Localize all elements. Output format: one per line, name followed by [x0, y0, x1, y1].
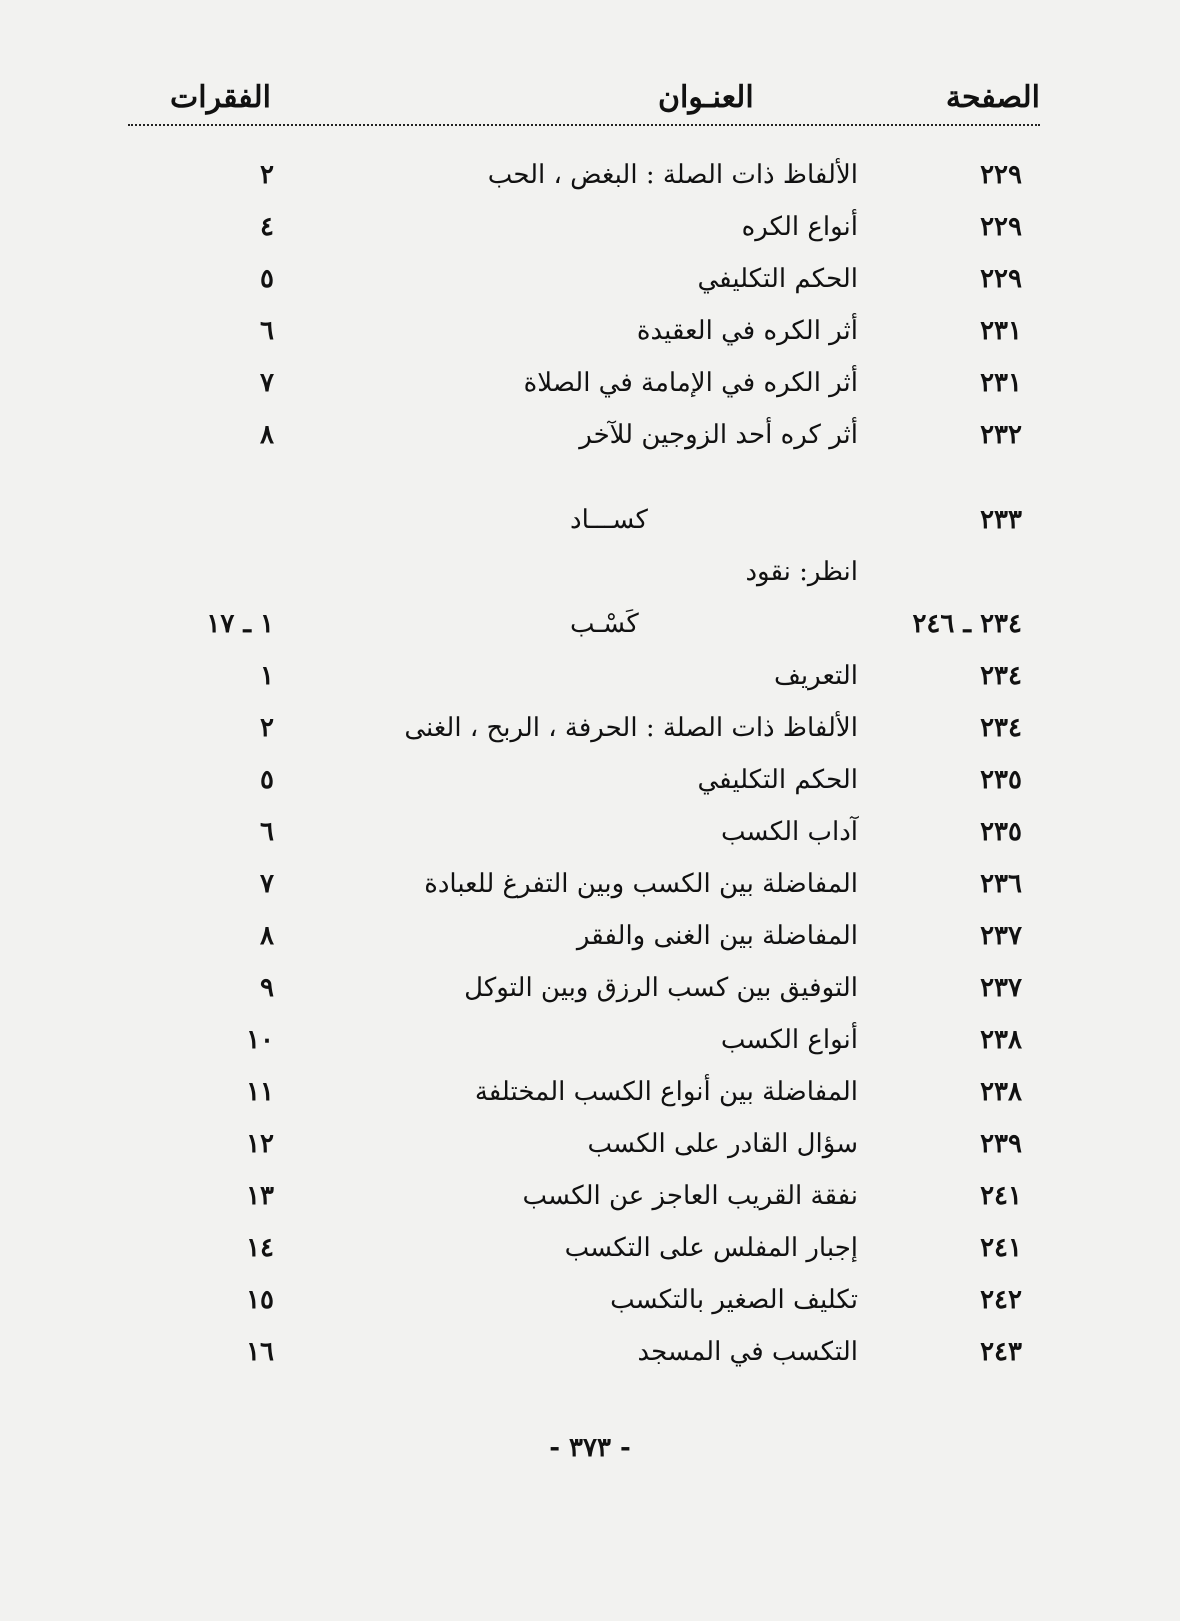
table-row	[0, 973, 1180, 1025]
entry-paragraphs: ٧	[260, 869, 274, 899]
entry-paragraphs: ٦	[260, 316, 274, 346]
entry-heading: كســـاد	[570, 505, 648, 535]
entry-title: أثر كره أحد الزوجين للآخر	[579, 420, 858, 450]
entry-page: ٢٣٤	[980, 713, 1022, 743]
paragraphs-column-header: الفقرات	[170, 80, 271, 115]
entry-page: ٢٣٢	[980, 420, 1022, 450]
table-row	[0, 921, 1180, 973]
entry-title: المفاضلة بين الغنى والفقر	[576, 921, 858, 951]
entry-page: ٢٣١	[980, 316, 1022, 346]
entry-paragraphs: ٥	[260, 264, 274, 294]
entry-heading: كَسْـب	[570, 609, 639, 639]
entry-title: أثر الكره في الإمامة في الصلاة	[523, 368, 858, 398]
entry-title: الألفاظ ذات الصلة : البغض ، الحب	[487, 160, 858, 190]
entry-title: التكسب في المسجد	[637, 1337, 858, 1367]
entry-title: الألفاظ ذات الصلة : الحرفة ، الربح ، الغنى	[404, 713, 858, 743]
table-row	[0, 1285, 1180, 1337]
entry-paragraphs: ١٥	[246, 1285, 274, 1315]
entry-title: التوفيق بين كسب الرزق وبين التوكل	[464, 973, 858, 1003]
entry-paragraphs: ٢	[260, 713, 274, 743]
entry-paragraphs: ٥	[260, 765, 274, 795]
entry-paragraphs: ١٣	[246, 1181, 274, 1211]
entry-title: إجبار المفلس على التكسب	[564, 1233, 858, 1263]
table-row	[0, 1181, 1180, 1233]
entry-page: ٢٣٤	[980, 661, 1022, 691]
table-row	[0, 316, 1180, 368]
entry-title: أنواع الكره	[741, 212, 858, 242]
entry-paragraphs: ١٦	[246, 1337, 274, 1367]
entry-page: ٢٣٨	[980, 1025, 1022, 1055]
entry-page: ٢٣١	[980, 368, 1022, 398]
table-header	[128, 80, 1040, 126]
table-row	[0, 869, 1180, 921]
entry-page: ٢٣٩	[980, 1129, 1022, 1159]
entry-paragraphs: ٢	[260, 160, 274, 190]
page-column-header: الصفحة	[945, 80, 1040, 115]
table-row	[0, 264, 1180, 316]
entry-page: ٢٣٤ ـ ٢٤٦	[912, 609, 1022, 639]
table-row	[0, 765, 1180, 817]
entry-page: ٢٢٩	[980, 212, 1022, 242]
table-row	[0, 609, 1180, 661]
table-row	[0, 1077, 1180, 1129]
table-row	[0, 212, 1180, 264]
entry-title: أثر الكره في العقيدة	[636, 316, 858, 346]
entry-paragraphs: ٧	[260, 368, 274, 398]
table-row	[0, 817, 1180, 869]
entry-title: انظر: نقود	[745, 557, 858, 587]
entry-paragraphs: ١٤	[246, 1233, 274, 1263]
table-row	[0, 505, 1180, 557]
entry-title: المفاضلة بين أنواع الكسب المختلفة	[474, 1077, 858, 1107]
entry-paragraphs: ١ ـ ١٧	[206, 609, 274, 639]
entry-paragraphs: ٨	[260, 921, 274, 951]
table-row	[0, 1233, 1180, 1285]
table-row	[0, 1337, 1180, 1389]
entry-paragraphs: ٤	[260, 212, 274, 242]
entry-paragraphs: ١٢	[246, 1129, 274, 1159]
table-row	[0, 368, 1180, 420]
entry-title: الحكم التكليفي	[697, 765, 858, 795]
entry-page: ٢٣٨	[980, 1077, 1022, 1107]
entry-title: أنواع الكسب	[720, 1025, 858, 1055]
entry-page: ٢٣٥	[980, 817, 1022, 847]
entry-page: ٢٤١	[980, 1233, 1022, 1263]
table-row	[0, 1129, 1180, 1181]
entry-paragraphs: ١١	[246, 1077, 274, 1107]
entry-title: نفقة القريب العاجز عن الكسب	[522, 1181, 858, 1211]
entry-page: ٢٣٧	[980, 921, 1022, 951]
entry-page: ٢٣٦	[980, 869, 1022, 899]
entry-paragraphs: ٩	[260, 973, 274, 1003]
table-row	[0, 713, 1180, 765]
entry-paragraphs: ٨	[260, 420, 274, 450]
entry-paragraphs: ١٠	[246, 1025, 274, 1055]
entry-title: تكليف الصغير بالتكسب	[610, 1285, 858, 1315]
page-number: - ٣٧٣ -	[549, 1433, 631, 1463]
entry-page: ٢٤٣	[980, 1337, 1022, 1367]
entry-paragraphs: ٦	[260, 817, 274, 847]
table-row	[0, 557, 1180, 609]
entry-page: ٢٣٧	[980, 973, 1022, 1003]
entry-page: ٢٣٥	[980, 765, 1022, 795]
entry-title: سؤال القادر على الكسب	[587, 1129, 858, 1159]
entry-page: ٢٢٩	[980, 160, 1022, 190]
table-row	[0, 420, 1180, 472]
entry-page: ٢٤٢	[980, 1285, 1022, 1315]
title-column-header: العنـوان	[658, 80, 754, 115]
table-row	[0, 160, 1180, 212]
entry-paragraphs: ١	[260, 661, 274, 691]
entry-page: ٢٣٣	[980, 505, 1022, 535]
entry-title: المفاضلة بين الكسب وبين التفرغ للعبادة	[424, 869, 858, 899]
entry-page: ٢٢٩	[980, 264, 1022, 294]
entry-title: التعريف	[773, 661, 858, 691]
entry-page: ٢٤١	[980, 1181, 1022, 1211]
table-row	[0, 1025, 1180, 1077]
entry-title: الحكم التكليفي	[697, 264, 858, 294]
table-row	[0, 661, 1180, 713]
entry-title: آداب الكسب	[721, 817, 858, 847]
